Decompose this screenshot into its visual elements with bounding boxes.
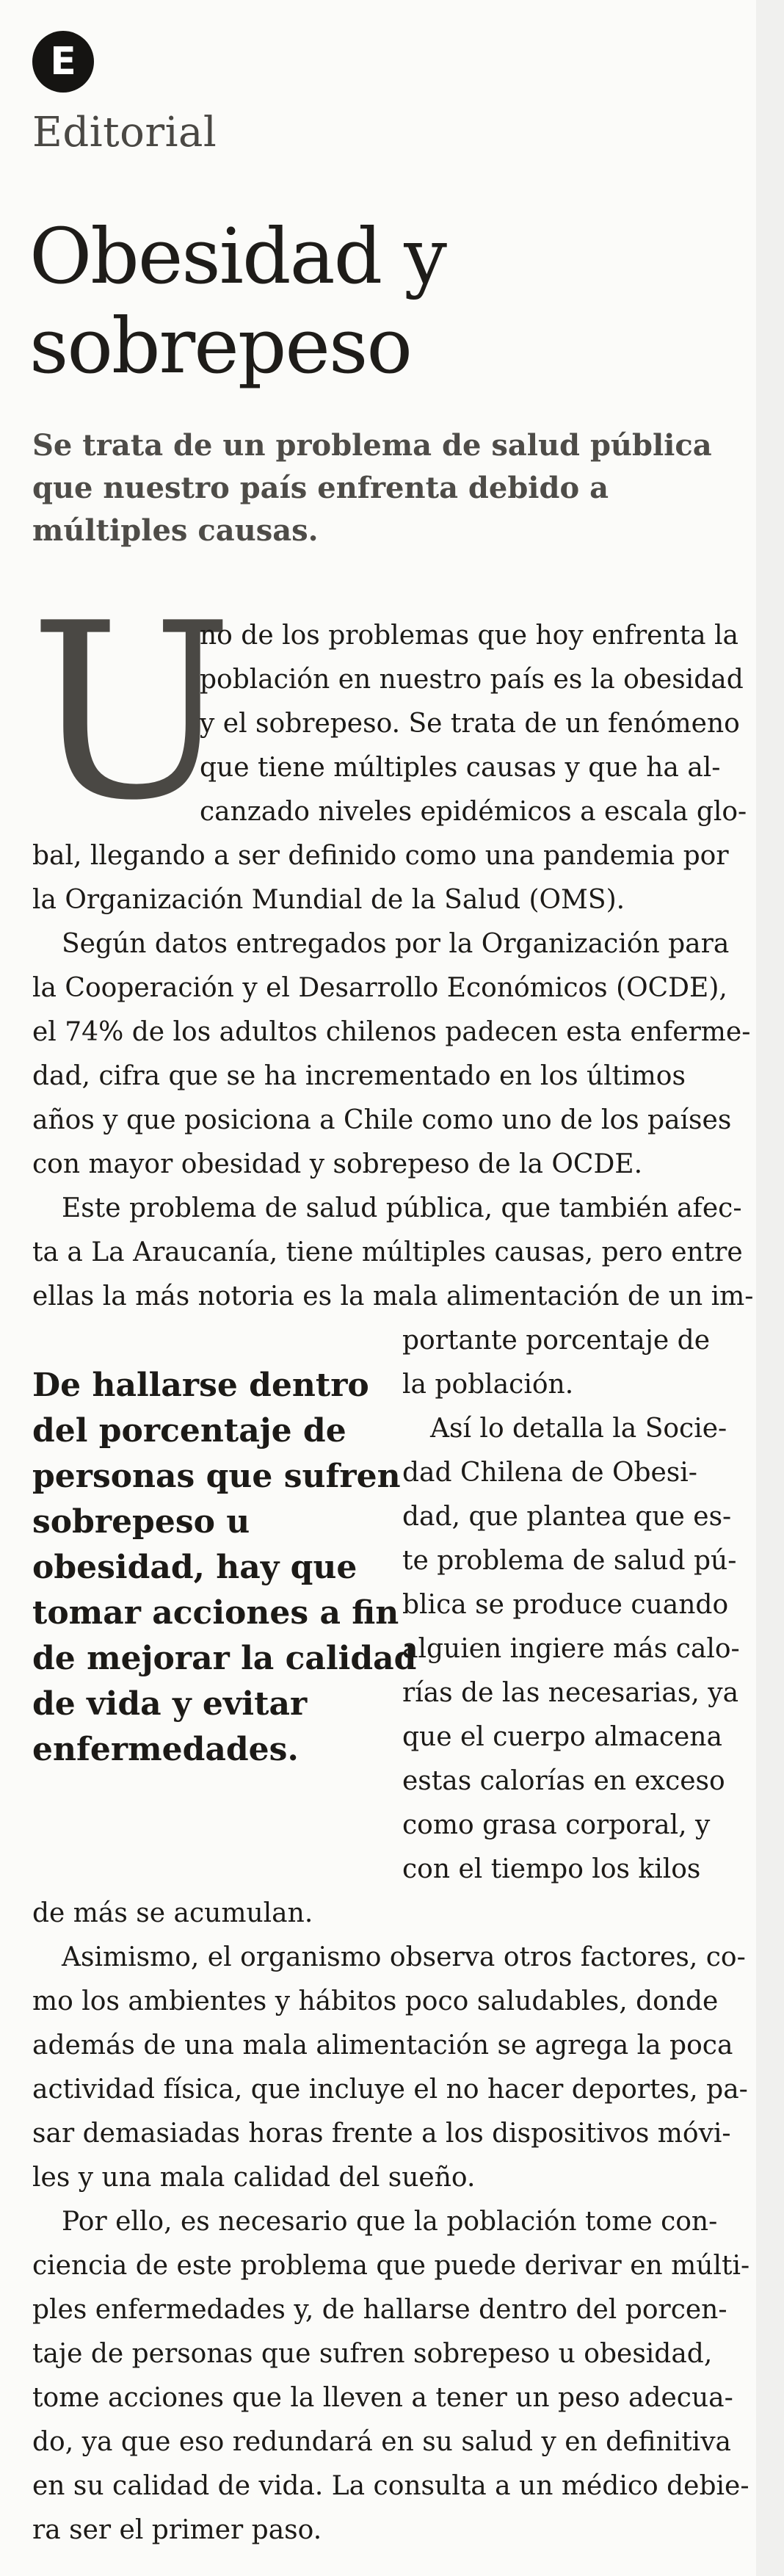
pull-quote-line: enfermedades. — [32, 1731, 299, 1768]
article-line: la Organización Mundial de la Salud (OMS). — [32, 885, 625, 915]
article-line: taje de personas que sufren sobrepeso u obesidad, — [32, 2339, 713, 2369]
article-line: de más se acumulan. — [32, 1898, 313, 1928]
section-badge-icon — [32, 31, 94, 93]
article-line: canzado niveles epidémicos a escala glo- — [200, 797, 747, 827]
article-line: ta a La Araucanía, tiene múltiples causas, pero entre — [32, 1237, 743, 1267]
subheadline-line-3: múltiples causas. — [32, 513, 319, 548]
article-line: tome acciones que la lleven a tener un peso adecua- — [32, 2383, 733, 2413]
article-line: rías de las necesarias, ya — [402, 1678, 739, 1708]
article-line: que el cuerpo almacena — [402, 1722, 722, 1752]
page-edge-shadow — [756, 0, 784, 2576]
article-line: Este problema de salud pública, que también afec- — [62, 1193, 742, 1223]
subheadline — [32, 424, 752, 552]
article-line: portante porcentaje de — [402, 1325, 711, 1356]
article-line: ples enfermedades y, de hallarse dentro del porcen- — [32, 2295, 727, 2325]
article-line: blica se produce cuando — [402, 1590, 729, 1620]
article-line: como grasa corporal, y — [402, 1810, 711, 1840]
article-line: años y que posiciona a Chile como uno de los países — [32, 1105, 732, 1135]
article-line: no de los problemas que hoy enfrenta la — [200, 621, 738, 651]
article-line: actividad física, que incluye el no hacer deportes, pa- — [32, 2074, 748, 2105]
article-line: dad, que plantea que es- — [402, 1502, 732, 1532]
drop-cap: U — [29, 571, 234, 853]
article-line: Así lo detalla la Socie- — [430, 1414, 727, 1444]
article-line: dad, cifra que se ha incrementado en los últimos — [32, 1061, 686, 1091]
pull-quote-line: del porcentaje de — [32, 1412, 346, 1450]
article-line: mo los ambientes y hábitos poco saludables, donde — [32, 1986, 719, 2016]
article-line: además de una mala alimentación se agrega la poca — [32, 2030, 733, 2061]
article-line: Por ello, es necesario que la población tome con- — [62, 2207, 718, 2237]
article-line: bal, llegando a ser definido como una pandemia por — [32, 841, 729, 871]
pull-quote-line: obesidad, hay que — [32, 1549, 357, 1586]
article-line: la población. — [402, 1370, 574, 1400]
article-line: Asimismo, el organismo observa otros factores, co- — [62, 1942, 746, 1972]
article-line: dad Chilena de Obesi- — [402, 1458, 697, 1488]
section-badge-letter: E — [50, 40, 76, 84]
article-line: población en nuestro país es la obesidad — [200, 665, 744, 695]
pull-quote-line: sobrepeso u — [32, 1503, 250, 1541]
article-line: les y una mala calidad del sueño. — [32, 2163, 476, 2193]
subheadline-line-2: que nuestro país enfrenta debido a — [32, 471, 609, 505]
article-line: que tiene múltiples causas y que ha al- — [200, 753, 721, 783]
section-label: Editorial — [32, 109, 217, 156]
article-line: y el sobrepeso. Se trata de un fenómeno — [200, 709, 740, 739]
article-line: Según datos entregados por la Organización para — [62, 929, 730, 959]
pull-quote-line: tomar acciones a fin — [32, 1594, 399, 1632]
headline-line-1: Obesidad y — [29, 211, 446, 301]
pull-quote-line: personas que sufren — [32, 1458, 401, 1495]
article-line: la Cooperación y el Desarrollo Económicos (OCDE), — [32, 973, 727, 1003]
article-line: en su calidad de vida. La consulta a un médico debie- — [32, 2471, 749, 2501]
article-line: el 74% de los adultos chilenos padecen esta enferme- — [32, 1017, 751, 1047]
article-line: do, ya que eso redundará en su salud y en definitiva — [32, 2427, 731, 2457]
article-line: te problema de salud pú- — [402, 1546, 737, 1576]
article-line: ellas la más notoria es la mala alimentación de un im- — [32, 1281, 754, 1311]
subheadline-line-1: Se trata de un problema de salud pública — [32, 428, 712, 463]
article-line: ciencia de este problema que puede derivar en múlti- — [32, 2251, 750, 2281]
article-line: sar demasiadas horas frente a los dispositivos móvi- — [32, 2119, 731, 2149]
pull-quote-line: de vida y evitar — [32, 1685, 308, 1723]
pull-quote-line: de mejorar la calidad — [32, 1640, 417, 1677]
article-line: con mayor obesidad y sobrepeso de la OCDE. — [32, 1149, 643, 1179]
article-line: estas calorías en exceso — [402, 1766, 725, 1796]
article-line: con el tiempo los kilos — [402, 1854, 701, 1884]
headline — [29, 211, 749, 391]
article-line: ra ser el primer paso. — [32, 2515, 322, 2545]
article-line: alguien ingiere más calo- — [402, 1634, 740, 1664]
headline-line-2: sobrepeso — [29, 301, 411, 391]
pull-quote-line: De hallarse dentro — [32, 1367, 369, 1404]
